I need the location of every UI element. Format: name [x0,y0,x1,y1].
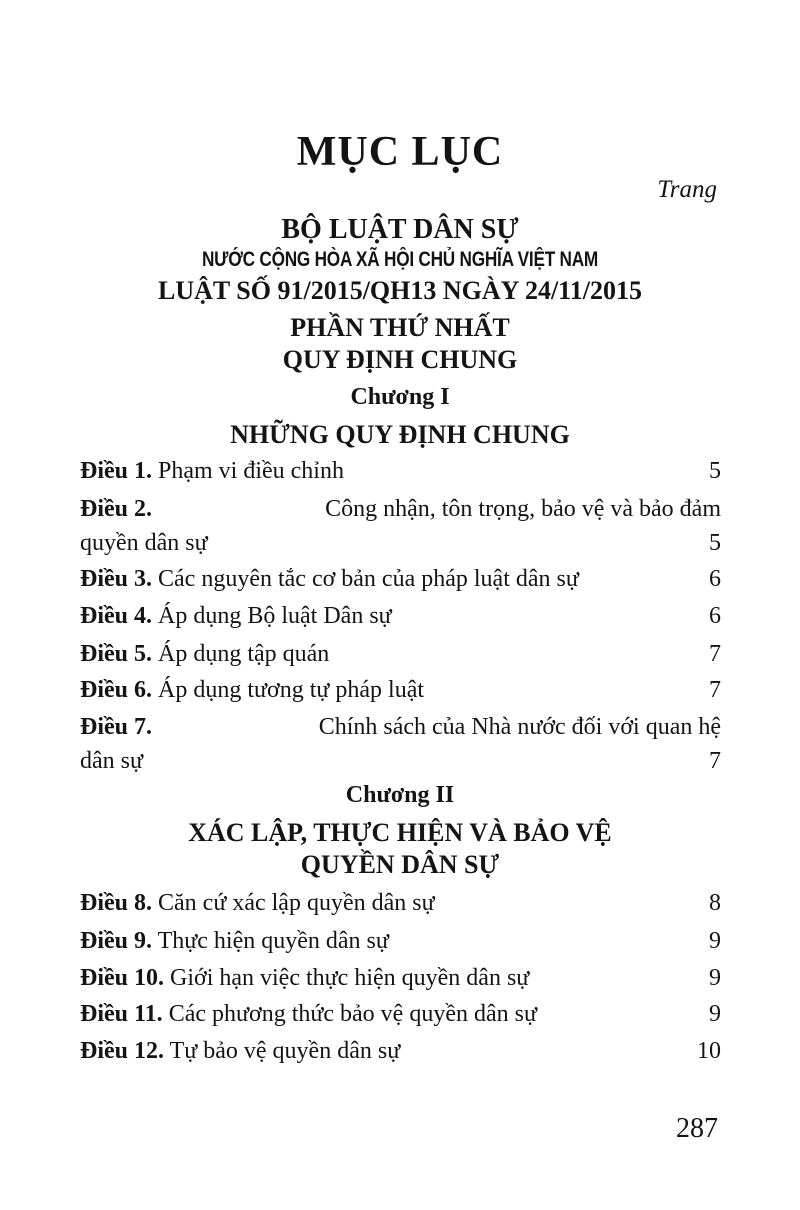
article-number: Điều 9. [80,928,152,954]
law-number-heading: LUẬT SỐ 91/2015/QH13 NGÀY 24/11/2015 [158,276,642,305]
page-ref: 8 [709,890,721,916]
article-number: Điều 4. [80,603,152,629]
article-title: Các phương thức bảo vệ quyền dân sự [168,1001,537,1027]
page-number: 287 [676,1113,718,1144]
toc-entry-article-5[interactable] [80,637,721,671]
article-title-continued: quyền dân sự [80,530,208,556]
article-number: Điều 11. [80,1001,163,1027]
page-ref: 9 [709,1001,721,1027]
page-ref: 9 [709,928,721,954]
article-number: Điều 7. [80,714,152,740]
article-title: Phạm vi điều chỉnh [158,458,344,484]
chapter2-title-line2: QUYỀN DÂN SỰ [300,850,500,879]
article-title: Căn cứ xác lập quyền dân sự [158,890,435,916]
article-title: Chính sách của Nhà nước đối với quan hệ [318,714,721,740]
toc-entry-article-1[interactable] [80,454,721,488]
toc-entry-article-11[interactable] [80,997,721,1031]
toc-entry-article-2[interactable] [80,492,721,560]
article-title: Công nhận, tôn trọng, bảo vệ và bảo đảm [325,496,721,522]
toc-entry-article-10[interactable] [80,961,721,995]
page-title: MỤC LỤC [296,129,504,175]
country-heading: NƯỚC CỘNG HÒA XÃ HỘI CHỦ NGHĨA VIỆT NAM [201,248,598,271]
toc-entry-article-3[interactable] [80,562,721,596]
article-title: Thực hiện quyền dân sự [157,928,389,954]
toc-entry-article-8[interactable] [80,886,721,920]
page-ref: 7 [709,748,721,774]
article-title-continued: dân sự [80,748,143,774]
chapter2-label: Chương II [345,782,455,808]
page-ref: 5 [709,458,721,484]
article-title: Các nguyên tắc cơ bản của pháp luật dân sự [158,566,579,592]
article-title: Áp dụng tương tự pháp luật [158,677,425,703]
part-title-heading: QUY ĐỊNH CHUNG [282,345,518,374]
page-ref: 7 [709,677,721,703]
chapter2-title-line1: XÁC LẬP, THỰC HIỆN VÀ BẢO VỆ [188,818,612,847]
article-title: Tự bảo vệ quyền dân sự [169,1038,401,1064]
article-title: Áp dụng Bộ luật Dân sự [158,603,392,629]
article-number: Điều 8. [80,890,152,916]
code-name-heading: BỘ LUẬT DÂN SỰ [281,214,519,245]
page-ref: 7 [709,641,721,667]
part-label-heading: PHẦN THỨ NHẤT [290,313,510,342]
toc-entry-article-12[interactable] [80,1034,721,1068]
chapter1-title: NHỮNG QUY ĐỊNH CHUNG [230,420,570,449]
page-column-label: Trang [657,176,717,203]
article-number: Điều 3. [80,566,152,592]
toc-entry-article-7[interactable] [80,710,721,778]
toc-entry-article-4[interactable] [80,599,721,633]
page-ref: 6 [709,603,721,629]
page-ref: 6 [709,566,721,592]
article-title: Áp dụng tập quán [158,641,330,667]
article-number: Điều 5. [80,641,152,667]
toc-entry-article-6[interactable] [80,673,721,707]
page-ref: 9 [709,965,721,991]
page-ref: 10 [697,1038,721,1064]
article-number: Điều 12. [80,1038,164,1064]
article-number: Điều 6. [80,677,152,703]
article-number: Điều 10. [80,965,164,991]
article-number: Điều 1. [80,458,152,484]
page-ref: 5 [709,530,721,556]
chapter1-label: Chương I [350,384,450,410]
article-number: Điều 2. [80,496,152,522]
article-title: Giới hạn việc thực hiện quyền dân sự [170,965,530,991]
toc-entry-article-9[interactable] [80,924,721,958]
